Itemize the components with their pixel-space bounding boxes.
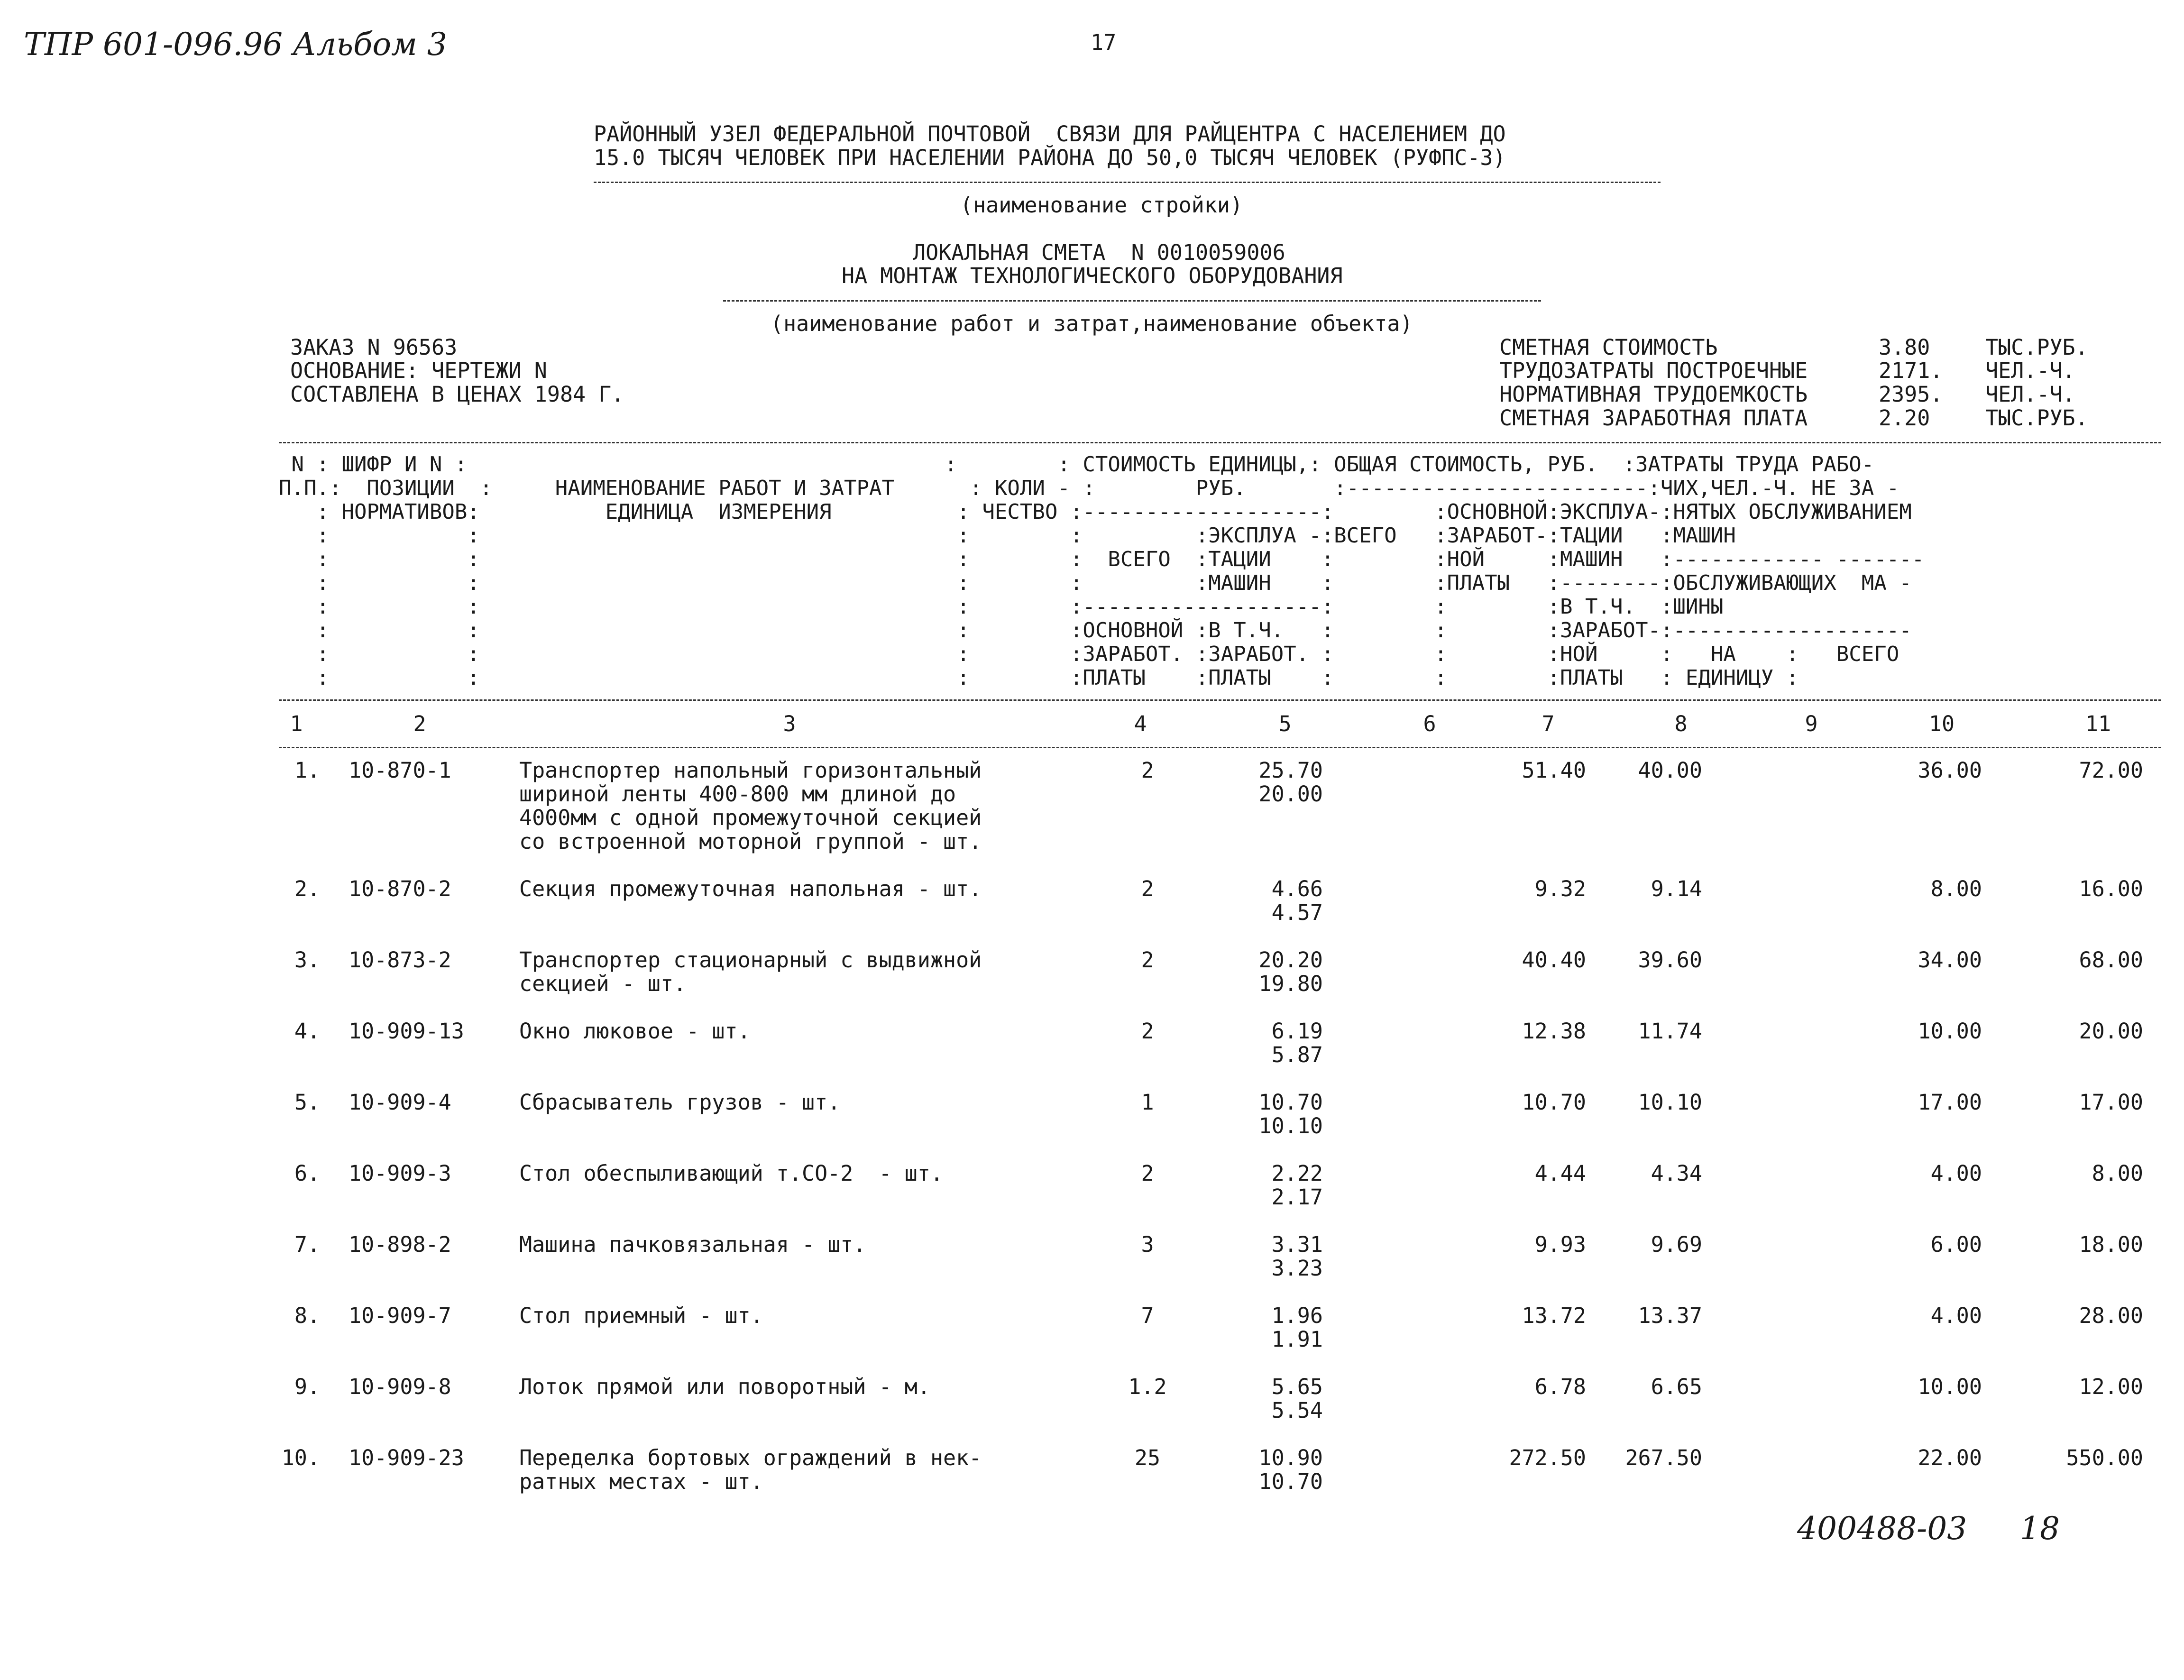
quantity: 7 [1141,1303,1154,1328]
summary-label: СМЕТНАЯ СТОИМОСТЬ [1499,335,1718,360]
work-name-line: Стол обеспыливающий т.СО-2 - шт. [519,1161,944,1186]
quantity: 2 [1141,947,1154,973]
total-cost: 10.70 [1522,1090,1586,1115]
table-header-line: : : : :ПЛАТЫ :ПЛАТЫ : : :ПЛАТЫ : ЕДИНИЦУ : [279,666,1799,690]
column-number: 11 [2085,711,2111,736]
title-line-1: РАЙОННЫЙ УЗЕЛ ФЕДЕРАЛЬНОЙ ПОЧТОВОЙ СВЯЗИ ДЛЯ РАЙЦЕНТРА С НАСЕЛЕНИЕМ ДО [594,121,1506,147]
total-wage: 10.10 [1638,1090,1702,1115]
labor-per-unit: 36.00 [1918,758,1982,783]
handwritten-page-number: 18 [2020,1510,2060,1547]
table-header-line: : : : : :МАШИН : :ПЛАТЫ :--------:ОБСЛУЖИВАЮЩИХ МА - [279,571,1912,595]
labor-total: 68.00 [2079,947,2143,973]
price-level: СОСТАВЛЕНА В ЦЕНАХ 1984 Г. [290,382,624,407]
handwritten-document-code: 400488-03 [1797,1510,1967,1547]
unit-cost-total: 2.22 [1271,1161,1323,1186]
table-header-line: : : : :ЗАРАБОТ. :ЗАРАБОТ. : : :НОЙ : НА : ВСЕГО [279,642,1900,666]
labor-total: 550.00 [2066,1445,2143,1470]
total-cost: 51.40 [1522,758,1586,783]
labor-per-unit: 8.00 [1930,876,1982,901]
work-name-line: ратных местах - шт. [519,1469,763,1494]
row-number: 1. [294,758,320,783]
summary-label: ТРУДОЗАТРАТЫ ПОСТРОЕЧНЫЕ [1499,358,1808,383]
work-name-line: 4000мм с одной промежуточной секцией [519,805,982,830]
labor-per-unit: 34.00 [1918,947,1982,973]
total-wage: 6.65 [1651,1374,1702,1399]
unit-cost-wage: 10.10 [1258,1113,1323,1138]
total-wage: 267.50 [1625,1445,1702,1470]
total-cost: 272.50 [1509,1445,1586,1470]
norm-code: 10-909-13 [349,1019,464,1044]
summary-value: 2.20 [1879,405,1930,431]
work-name-line: секцией - шт. [519,971,687,996]
unit-cost-wage: 1.91 [1271,1327,1323,1352]
total-wage: 40.00 [1638,758,1702,783]
unit-cost-total: 1.96 [1271,1303,1323,1328]
labor-per-unit: 22.00 [1918,1445,1982,1470]
order-number: ЗАКАЗ N 96563 [290,335,458,360]
labor-per-unit: 6.00 [1930,1232,1982,1257]
unit-cost-total: 5.65 [1271,1374,1323,1399]
summary-unit: ТЫС.РУБ. [1985,335,2088,360]
summary-unit: ЧЕЛ.-Ч. [1985,382,2075,407]
column-number: 2 [413,711,426,736]
unit-cost-wage: 3.23 [1271,1256,1323,1281]
total-wage: 39.60 [1638,947,1702,973]
column-number: 1 [290,711,303,736]
total-cost: 6.78 [1534,1374,1586,1399]
construction-caption: (наименование стройки) [960,193,1243,218]
basis: ОСНОВАНИЕ: ЧЕРТЕЖИ N [290,358,547,383]
summary-label: НОРМАТИВНАЯ ТРУДОЕМКОСТЬ [1499,382,1808,407]
column-number: 6 [1423,711,1436,736]
summary-value: 3.80 [1879,335,1930,360]
quantity: 2 [1141,1161,1154,1186]
work-name-line: Окно люковое - шт. [519,1019,751,1044]
total-cost: 9.93 [1534,1232,1586,1257]
table-header-line: N : ШИФР И N : : : СТОИМОСТЬ ЕДИНИЦЫ,: ОБЩАЯ СТОИМОСТЬ, РУБ. :ЗАТРАТЫ ТРУДА РАБО- [279,452,1874,477]
norm-code: 10-870-2 [349,876,451,901]
norm-code: 10-873-2 [349,947,451,973]
page-number: 17 [1091,30,1117,55]
labor-per-unit: 10.00 [1918,1019,1982,1044]
column-number: 4 [1134,711,1147,736]
estimate-title: ЛОКАЛЬНАЯ СМЕТА N 0010059006 [913,240,1285,265]
total-wage: 9.69 [1651,1232,1702,1257]
row-number: 2. [294,876,320,901]
total-wage: 9.14 [1651,876,1702,901]
unit-cost-wage: 5.54 [1271,1398,1323,1423]
work-name-line: Переделка бортовых ограждений в нек- [519,1445,982,1470]
row-number: 5. [294,1090,320,1115]
row-number: 6. [294,1161,320,1186]
handwritten-album-ref: ТПР 601-096.96 Альбом 3 [24,26,447,63]
column-number: 10 [1928,711,1955,736]
column-number: 9 [1805,711,1818,736]
works-caption: (наименование работ и затрат,наименование объекта) [771,311,1413,336]
title-line-2: 15.0 ТЫСЯЧ ЧЕЛОВЕК ПРИ НАСЕЛЕНИИ РАЙОНА ДО 50,0 ТЫСЯЧ ЧЕЛОВЕК (РУФПС-3) [594,145,1506,170]
total-cost: 9.32 [1534,876,1586,901]
column-number: 7 [1542,711,1555,736]
work-name-line: Стол приемный - шт. [519,1303,763,1328]
labor-total: 28.00 [2079,1303,2143,1328]
unit-cost-total: 6.19 [1271,1019,1323,1044]
labor-total: 72.00 [2079,758,2143,783]
total-cost: 13.72 [1522,1303,1586,1328]
norm-code: 10-909-3 [349,1161,451,1186]
labor-total: 16.00 [2079,876,2143,901]
table-header-line: : : : :-------------------: : :В Т.Ч. :ШИНЫ [279,595,1724,619]
summary-value: 2171. [1879,358,1943,383]
subtitle-underline [723,300,1541,302]
unit-cost-total: 4.66 [1271,876,1323,901]
unit-cost-wage: 19.80 [1258,971,1323,996]
quantity: 25 [1134,1445,1161,1470]
labor-per-unit: 17.00 [1918,1090,1982,1115]
total-wage: 11.74 [1638,1019,1702,1044]
summary-unit: ТЫС.РУБ. [1985,405,2088,431]
quantity: 2 [1141,1019,1154,1044]
table-header-line: П.П.: ПОЗИЦИИ : НАИМЕНОВАНИЕ РАБОТ И ЗАТРАТ : КОЛИ - : РУБ. :------------------------:ЧИХ,ЧЕЛ.-Ч. НЕ ЗА - [279,476,1900,500]
quantity: 1 [1141,1090,1154,1115]
unit-cost-wage: 5.87 [1271,1042,1323,1067]
unit-cost-wage: 20.00 [1258,781,1323,807]
row-number: 8. [294,1303,320,1328]
header-bottom-rule [279,699,2161,701]
work-name-line: Транспортер стационарный с выдвижной [519,947,982,973]
summary-label: СМЕТНАЯ ЗАРАБОТНАЯ ПЛАТА [1499,405,1808,431]
row-number: 9. [294,1374,320,1399]
column-number: 3 [783,711,796,736]
table-header-line: : : : : ВСЕГО :ТАЦИИ : :НОЙ :МАШИН :------------ ------- [279,547,1925,571]
work-name-line: шириной ленты 400-800 мм длиной до [519,781,956,807]
norm-code: 10-909-7 [349,1303,451,1328]
numbers-bottom-rule [279,747,2161,748]
unit-cost-total: 10.70 [1258,1090,1323,1115]
labor-total: 12.00 [2079,1374,2143,1399]
norm-code: 10-909-8 [349,1374,451,1399]
work-name-line: Секция промежуточная напольная - шт. [519,876,982,901]
quantity: 2 [1141,758,1154,783]
unit-cost-wage: 2.17 [1271,1184,1323,1210]
labor-per-unit: 4.00 [1930,1161,1982,1186]
labor-total: 8.00 [2092,1161,2143,1186]
column-number: 8 [1674,711,1688,736]
unit-cost-total: 10.90 [1258,1445,1323,1470]
total-cost: 4.44 [1534,1161,1586,1186]
norm-code: 10-909-23 [349,1445,464,1470]
labor-per-unit: 10.00 [1918,1374,1982,1399]
labor-per-unit: 4.00 [1930,1303,1982,1328]
work-name-line: Транспортер напольный горизонтальный [519,758,982,783]
table-header-line: : НОРМАТИВОВ: ЕДИНИЦА ИЗМЕРЕНИЯ : ЧЕСТВО :-------------------: :ОСНОВНОЙ:ЭКСПЛУА-:НЯТЫХ ОБСЛУЖИВАНИЕМ [279,500,1912,524]
quantity: 1.2 [1128,1374,1167,1399]
table-header-line: : : : : :ЭКСПЛУА -:ВСЕГО :ЗАРАБОТ-:ТАЦИИ :МАШИН [279,523,1736,548]
summary-value: 2395. [1879,382,1943,407]
unit-cost-total: 25.70 [1258,758,1323,783]
labor-total: 20.00 [2079,1019,2143,1044]
work-name-line: Сбрасыватель грузов - шт. [519,1090,841,1115]
table-top-rule [279,442,2161,443]
unit-cost-wage: 10.70 [1258,1469,1323,1494]
row-number: 4. [294,1019,320,1044]
norm-code: 10-898-2 [349,1232,451,1257]
row-number: 3. [294,947,320,973]
work-name-line: со встроенной моторной группой - шт. [519,829,982,854]
row-number: 10. [281,1445,320,1470]
unit-cost-total: 20.20 [1258,947,1323,973]
work-name-line: Машина пачковязальная - шт. [519,1232,866,1257]
norm-code: 10-870-1 [349,758,451,783]
quantity: 2 [1141,876,1154,901]
total-cost: 40.40 [1522,947,1586,973]
column-number: 5 [1278,711,1292,736]
row-number: 7. [294,1232,320,1257]
table-header-line: : : : :ОСНОВНОЙ :В Т.Ч. : : :ЗАРАБОТ-:------------------- [279,618,1912,643]
norm-code: 10-909-4 [349,1090,451,1115]
labor-total: 17.00 [2079,1090,2143,1115]
work-name-line: Лоток прямой или поворотный - м. [519,1374,930,1399]
labor-total: 18.00 [2079,1232,2143,1257]
total-cost: 12.38 [1522,1019,1586,1044]
unit-cost-wage: 4.57 [1271,900,1323,925]
total-wage: 13.37 [1638,1303,1702,1328]
title-underline [594,182,1661,183]
unit-cost-total: 3.31 [1271,1232,1323,1257]
quantity: 3 [1141,1232,1154,1257]
summary-unit: ЧЕЛ.-Ч. [1985,358,2075,383]
total-wage: 4.34 [1651,1161,1702,1186]
estimate-subtitle: НА МОНТАЖ ТЕХНОЛОГИЧЕСКОГО ОБОРУДОВАНИЯ [842,263,1343,288]
